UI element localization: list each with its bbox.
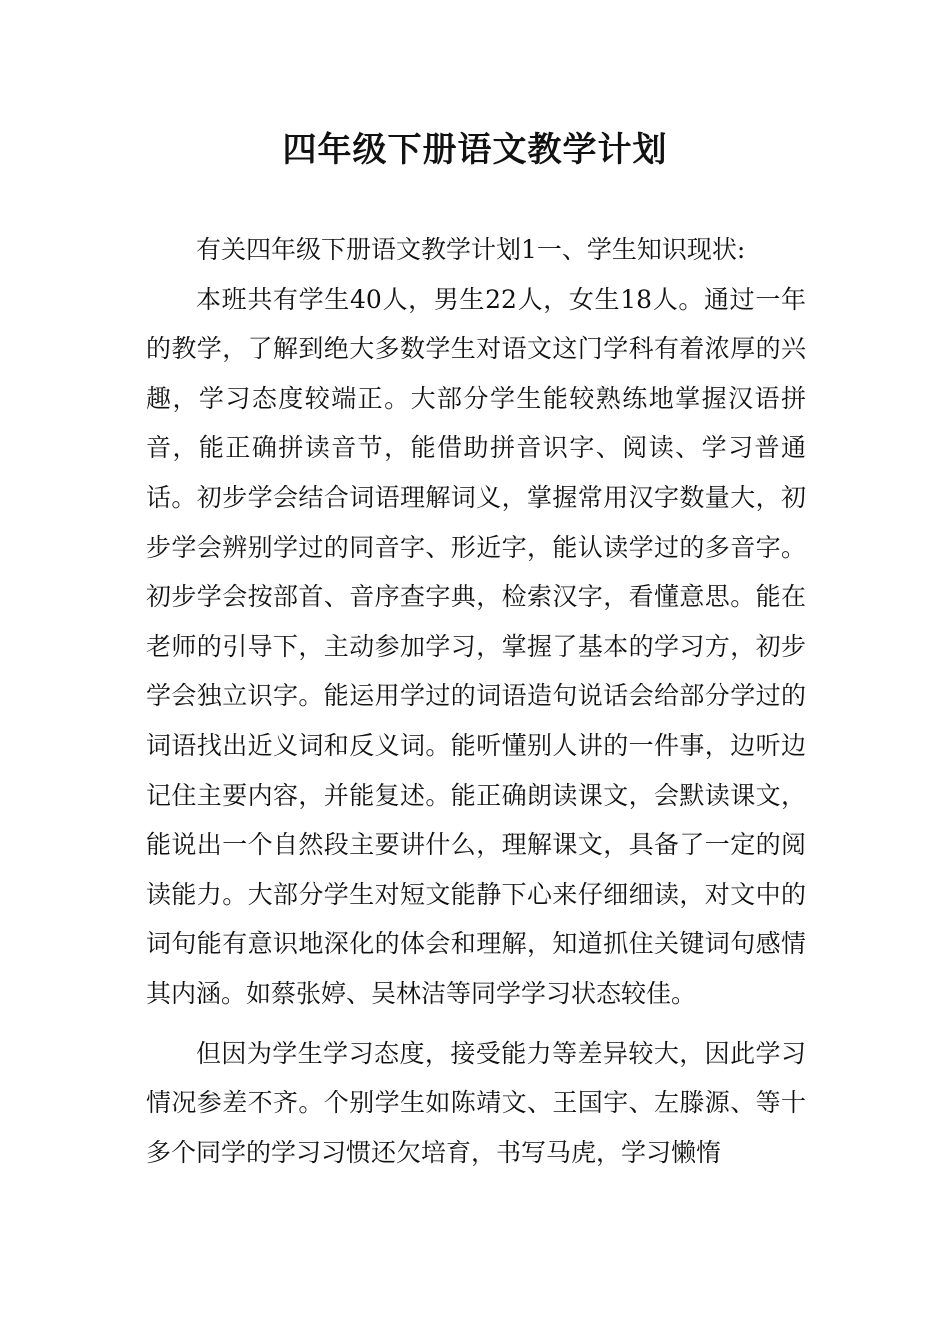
document-body: [146, 225, 806, 1187]
page-title: 四年级下册语文教学计划: [282, 130, 668, 170]
paragraph-intro: 有关四年级下册语文教学计划1一、学生知识现状:: [196, 235, 746, 264]
paragraph-differences: 但因为学生学习态度，接受能力等差异较大，因此学习情况参差不齐。个别学生如陈靖文、王国宇、左滕源、等十多个同学的学习习惯还欠培育，书写马虎，学习懒惰: [146, 1038, 806, 1167]
paragraph-student-status: 本班共有学生40人，男生22人，女生18人。通过一年的教学，了解到绝大多数学生对语文这门学科有着浓厚的兴趣，学习态度较端正。大部分学生能较熟练地掌握汉语拼音，能正确拼读音节，能借助拼音识字、阅读、学习普通话。初步学会结合词语理解词义，掌握常用汉字数量大，初步学会辨别学过的同音字、形近字，能认读学过的多音字。初步学会按部首、音序查字典，检索汉字，看懂意思。能在老师的引导下，主动参加学习，掌握了基本的学习方，初步学会独立识字。能运用学过的词语造句说话会给部分学过的词语找出近义词和反义词。能听懂别人讲的一件事，边听边记住主要内容，并能复述。能正确朗读课文，会默读课文，能说出一个自然段主要讲什么，理解课文，具备了一定的阅读能力。大部分学生对短文能静下心来仔细细读，对文中的词句能有意识地深化的体会和理解，知道抓住关键词句感情其内涵。如蔡张婷、吴林洁等同学学习状态较佳。: [146, 284, 806, 1008]
